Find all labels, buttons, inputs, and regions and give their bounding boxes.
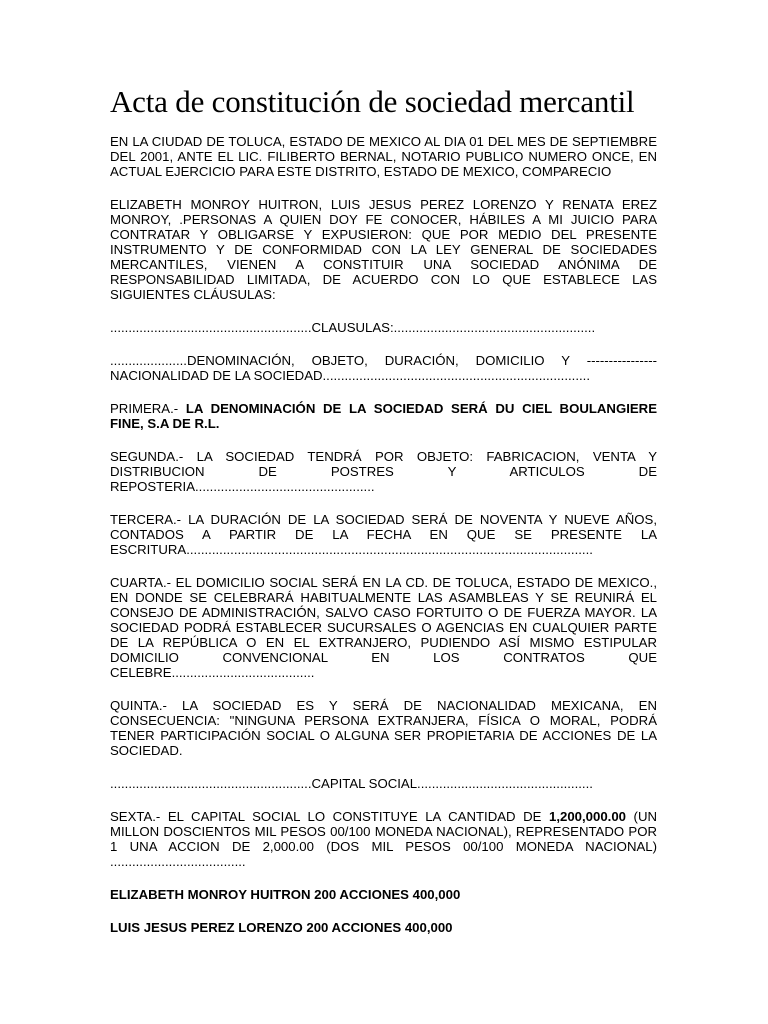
clause-primera-prefix: PRIMERA.-: [110, 401, 179, 416]
clause-quinta: QUINTA.- LA SOCIEDAD ES Y SERÁ DE NACIONALIDAD MEXICANA, EN CONSECUENCIA: "NINGUNA PERSONA EXTRANJERA, FÍSICA O MORAL, PODRÁ TENER PARTICIPACIÓN SOCIAL O ALGUNA SER PROPIETARIA DE ACCIONES DE LA SOCIEDAD.: [110, 698, 657, 758]
document-body: [110, 134, 657, 953]
clause-cuarta: CUARTA.- EL DOMICILIO SOCIAL SERÁ EN LA CD. DE TOLUCA, ESTADO DE MEXICO., EN DONDE SE CELEBRARÁ HABITUALMENTE LAS ASAMBLEAS Y SE REUNIRÁ EL CONSEJO DE ADMINISTRACIÓN, SALVO CASO FORTUITO O DE FUERZA MAYOR. LA SOCIEDAD PODRÁ ESTABLECER SUCURSALES O AGENCIAS EN CUALQUIER PARTE DE LA REPÚBLICA O EN EL EXTRANJERO, PUDIENDO ASÍ MISMO ESTIPULAR DOMICILIO CONVENCIONAL EN LOS CONTRATOS QUE CELEBRE.......................................: [110, 575, 657, 680]
clause-sexta-after: (UN MILLON DOSCIENTOS MIL PESOS 00/100 MONEDA NACIONAL), REPRESENTADO POR 1 UNA ACCION DE 2,000.00 (DOS MIL PESOS 00/100 MONEDA NACIONAL) .....................................: [110, 809, 657, 869]
clause-primera: [110, 401, 657, 431]
shareholder-line-1: ELIZABETH MONROY HUITRON 200 ACCIONES 400,000: [110, 887, 461, 902]
denominacion-heading: .....................DENOMINACIÓN, OBJETO, DURACIÓN, DOMICILIO Y ---------------- NACIONALIDAD DE LA SOCIEDAD.........................................................................: [110, 353, 657, 383]
clause-segunda: SEGUNDA.- LA SOCIEDAD TENDRÁ POR OBJETO: FABRICACION, VENTA Y DISTRIBUCION DE POSTRES Y ARTICULOS DE REPOSTERIA.................................................: [110, 449, 657, 494]
document-title: Acta de constitución de sociedad mercantil: [110, 84, 635, 119]
clause-tercera: TERCERA.- LA DURACIÓN DE LA SOCIEDAD SERÁ DE NOVENTA Y NUEVE AÑOS, CONTADOS A PARTIR DE LA FECHA EN QUE SE PRESENTE LA ESCRITURA...............................................................................................................: [110, 512, 657, 557]
clause-sexta-before: SEXTA.- EL CAPITAL SOCIAL LO CONSTITUYE LA CANTIDAD DE: [110, 809, 549, 824]
clause-sexta: [110, 809, 657, 869]
capital-heading: .......................................................CAPITAL SOCIAL................................................: [110, 776, 593, 791]
intro-paragraph: EN LA CIUDAD DE TOLUCA, ESTADO DE MEXICO AL DIA 01 DEL MES DE SEPTIEMBRE DEL 2001, ANTE EL LIC. FILIBERTO BERNAL, NOTARIO PUBLICO NUMERO ONCE, EN ACTUAL EJERCICIO PARA ESTE DISTRITO, ESTADO DE MEXICO, COMPARECIO: [110, 134, 657, 179]
shareholder-line-2: LUIS JESUS PEREZ LORENZO 200 ACCIONES 400,000: [110, 920, 453, 935]
parties-paragraph: ELIZABETH MONROY HUITRON, LUIS JESUS PEREZ LORENZO Y RENATA EREZ MONROY, .PERSONAS A QUIEN DOY FE CONOCER, HÁBILES A MI JUICIO PARA CONTRATAR Y OBLIGARSE Y EXPUSIERON: QUE POR MEDIO DEL PRESENTE INSTRUMENTO Y DE CONFORMIDAD CON LA LEY GENERAL DE SOCIEDADES MERCANTILES, VIENEN A CONSTITUIR UNA SOCIEDAD ANÓNIMA DE RESPONSABILIDAD LIMITADA, DE ACUERDO CON LO QUE ESTABLECE LAS SIGUIENTES CLÁUSULAS:: [110, 197, 657, 302]
clausulas-heading: .......................................................CLAUSULAS:.......................................................: [110, 320, 596, 335]
clause-sexta-amount: 1,200,000.00: [548, 809, 626, 824]
clause-primera-text: LA DENOMINACIÓN DE LA SOCIEDAD SERÁ DU CIEL BOULANGIERE FINE, S.A DE R.L.: [110, 401, 657, 431]
